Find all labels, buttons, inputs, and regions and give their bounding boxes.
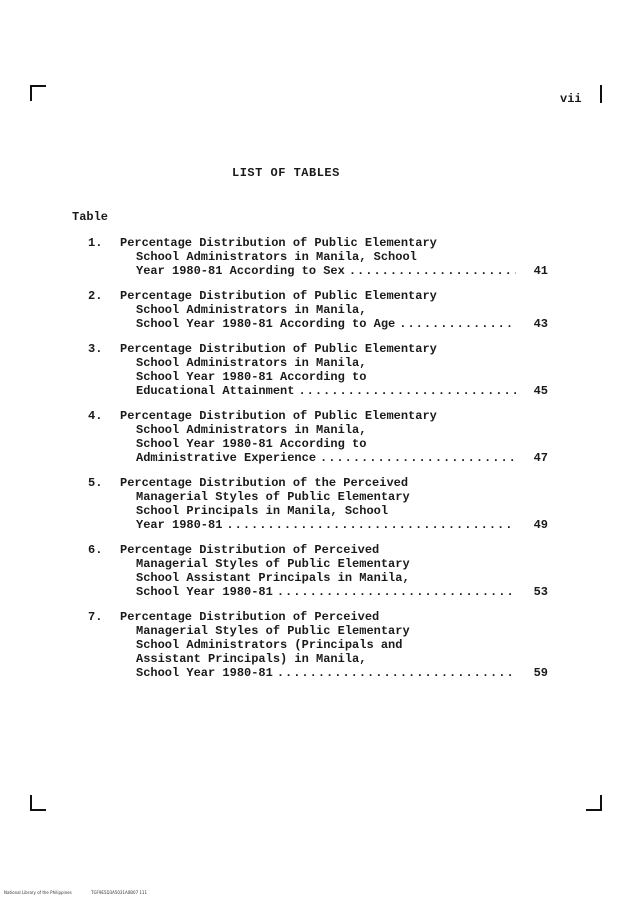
toc-entry bbox=[88, 476, 548, 532]
entry-page-number: 45 bbox=[533, 384, 548, 398]
entry-title-line: School Administrators in Manila, School bbox=[136, 250, 417, 264]
entry-title-line: School Year 1980-81 According to bbox=[136, 437, 367, 451]
entry-body bbox=[120, 236, 548, 278]
entry-page-number: 59 bbox=[533, 666, 548, 680]
entry-title-line: Percentage Distribution of Perceived bbox=[120, 543, 380, 557]
entry-body bbox=[120, 543, 548, 599]
crop-mark-bottom-left bbox=[30, 795, 46, 811]
entry-number: 2. bbox=[88, 289, 103, 303]
entry-title-line: School Principals in Manila, School bbox=[136, 504, 389, 518]
entry-last-line bbox=[120, 666, 548, 680]
entry-body bbox=[120, 476, 548, 532]
entry-title-line: Year 1980-81 According to Sex bbox=[136, 264, 345, 278]
dot-leader bbox=[320, 451, 516, 465]
entry-title-line: School Administrators (Principals and bbox=[136, 638, 403, 652]
dot-leader bbox=[298, 384, 516, 398]
entry-title-line: Assistant Principals) in Manila, bbox=[136, 652, 367, 666]
entry-body bbox=[120, 289, 548, 331]
toc-entry bbox=[88, 236, 548, 278]
toc-entry bbox=[88, 409, 548, 465]
entry-number: 3. bbox=[88, 342, 103, 356]
entry-title-line: Managerial Styles of Public Elementary bbox=[136, 557, 410, 571]
dot-leader bbox=[226, 518, 516, 532]
entry-title-line: Administrative Experience bbox=[136, 451, 317, 465]
entry-page-number: 41 bbox=[533, 264, 548, 278]
table-of-contents-list bbox=[88, 236, 548, 691]
crop-mark-bottom-right bbox=[586, 795, 602, 811]
entry-number: 1. bbox=[88, 236, 103, 250]
entry-title-line: School Year 1980-81 bbox=[136, 585, 273, 599]
footer-code: TGF9E5D3A5031A0B07 111 bbox=[91, 890, 148, 895]
entry-last-line bbox=[120, 384, 548, 398]
crop-mark-top-right bbox=[600, 85, 602, 103]
entry-last-line bbox=[120, 317, 548, 331]
entry-title-line: School Year 1980-81 According to bbox=[136, 370, 367, 384]
footer-scan-info bbox=[4, 890, 165, 895]
entry-page-number: 49 bbox=[533, 518, 548, 532]
footer-library: National Library of the Philippines bbox=[4, 890, 72, 895]
dot-leader bbox=[399, 317, 516, 331]
entry-title-line: Percentage Distribution of Public Elementary bbox=[120, 236, 437, 250]
entry-title-line: Managerial Styles of Public Elementary bbox=[136, 624, 410, 638]
entry-page-number: 53 bbox=[533, 585, 548, 599]
entry-number: 6. bbox=[88, 543, 103, 557]
entry-title-line: School Year 1980-81 bbox=[136, 666, 273, 680]
entry-title-line: School Administrators in Manila, bbox=[136, 356, 367, 370]
entry-title-line: Percentage Distribution of the Perceived bbox=[120, 476, 409, 490]
entry-title-line: School Administrators in Manila, bbox=[136, 303, 367, 317]
entry-title-line: School Year 1980-81 According to Age bbox=[136, 317, 396, 331]
entry-body bbox=[120, 610, 548, 680]
entry-last-line bbox=[120, 585, 548, 599]
entry-title-line: Percentage Distribution of Public Elementary bbox=[120, 409, 437, 423]
entry-last-line bbox=[120, 264, 548, 278]
dot-leader bbox=[349, 264, 516, 278]
page-number: vii bbox=[560, 92, 582, 106]
entry-title-line: Percentage Distribution of Public Elementary bbox=[120, 289, 437, 303]
toc-entry bbox=[88, 610, 548, 680]
toc-entry bbox=[88, 543, 548, 599]
entry-number: 4. bbox=[88, 409, 103, 423]
entry-title-line: Percentage Distribution of Perceived bbox=[120, 610, 380, 624]
entry-last-line bbox=[120, 518, 548, 532]
entry-title-line: Managerial Styles of Public Elementary bbox=[136, 490, 410, 504]
dot-leader bbox=[277, 666, 516, 680]
entry-title-line: Educational Attainment bbox=[136, 384, 295, 398]
entry-page-number: 47 bbox=[533, 451, 548, 465]
entry-number: 7. bbox=[88, 610, 103, 624]
entry-title-line: School Assistant Principals in Manila, bbox=[136, 571, 410, 585]
toc-entry bbox=[88, 342, 548, 398]
dot-leader bbox=[277, 585, 516, 599]
entry-title-line: Year 1980-81 bbox=[136, 518, 223, 532]
entry-page-number: 43 bbox=[533, 317, 548, 331]
entry-body bbox=[120, 342, 548, 398]
entry-title-line: School Administrators in Manila, bbox=[136, 423, 367, 437]
crop-mark-top-left bbox=[30, 85, 46, 101]
table-column-heading: Table bbox=[72, 210, 109, 224]
entry-number: 5. bbox=[88, 476, 103, 490]
page-title: LIST OF TABLES bbox=[232, 166, 340, 180]
entry-last-line bbox=[120, 451, 548, 465]
toc-entry bbox=[88, 289, 548, 331]
entry-title-line: Percentage Distribution of Public Elementary bbox=[120, 342, 437, 356]
entry-body bbox=[120, 409, 548, 465]
